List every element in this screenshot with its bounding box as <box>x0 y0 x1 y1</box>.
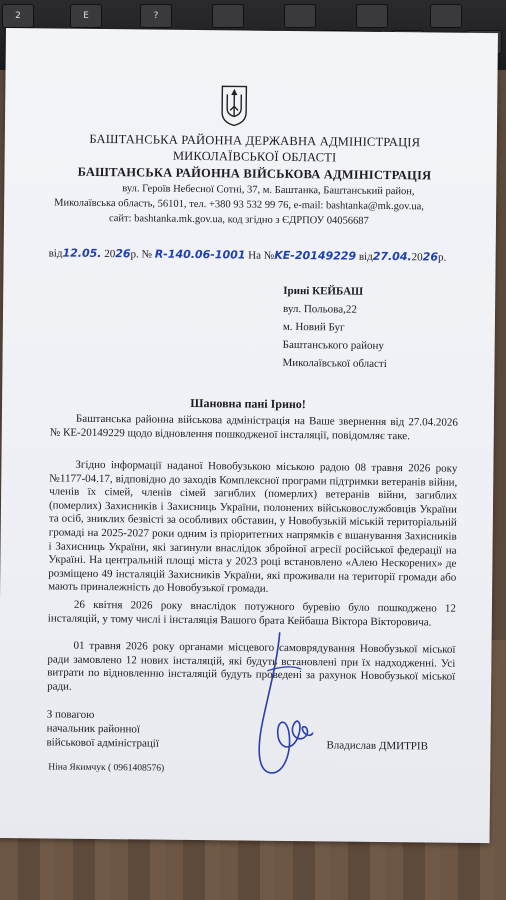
coat-of-arms-icon <box>220 82 248 126</box>
header-line-3: БАШТАНСЬКА РАЙОННА ВІЙСЬКОВА АДМІНІСТРАЦІЯ <box>77 164 432 183</box>
recipient-name: Ірині КЕЙБАШ <box>283 284 364 298</box>
outgoing-year-suffix: р. <box>130 248 139 261</box>
closing-position-1: начальник районної <box>46 722 141 736</box>
closing-regards: З повагою <box>46 708 95 721</box>
outgoing-date: 12.05. <box>62 246 102 261</box>
header-line-2: МИКОЛАЇВСЬКОЇ ОБЛАСТІ <box>172 148 337 165</box>
paragraph: Баштанська районна військова адміністрація на Ваше звернення від 27.04.2026 № КЕ-20149229 щодо відновлення пошкодженої інсталяції, повідомляє таке. <box>49 412 458 442</box>
paragraph: 01 травня 2026 року органами місцевого самоврядування Новобузької міської ради замовлено 12 нових інсталяцій, які будуть встановлені при їх надходженні. Усі витрати по відновленню інсталяцій будуть проведені за рахунок Новобузької міської ради. <box>47 639 456 693</box>
outgoing-number: R-140.06-1001 <box>154 247 246 262</box>
outgoing-number-label: № <box>141 248 153 261</box>
paragraph: Згідно інформації наданої Новобузькою міською радою 08 травня 2026 року №1177-04.17, відповідно до заходів Комплексної програми підтримки ветеранів війни, членів їх сімей, членів сімей загиблих (померлих) ветеранів війни, загиблих (померлих) Захисників і Захисниць України, полонених військовослужбовців України та осіб, зниклих безвісті за особливих обставин, у Новобузькій міській територіальній громаді на 2025-2027 роки одним із пріоритетних напрямків є вшанування Захисників і Захисниць України, які загинули внаслідок збройної агресії російської федерації на Україні. На центральній площі міста у 2023 році встановлено «Алею Нескорених» де розміщено 49 інсталяцій Захисників України, які проживали на території громади або мають приналежність до Новобузької громади. <box>48 458 458 596</box>
incoming-date: 27.04. <box>372 249 412 264</box>
incoming-year-suffix: р. <box>437 251 447 264</box>
header-address-3: сайт: bashtanka.mk.gov.ua, код згідно з ЄДРПОУ 04056687 <box>108 213 369 227</box>
signer-name: Владислав ДМИТРІВ <box>326 739 429 753</box>
reference-line <box>49 246 447 263</box>
incoming-label: На № <box>248 249 275 262</box>
handwritten-signature <box>248 631 320 782</box>
executor-contact: Ніна Якимчук ( 0961408576) <box>48 762 165 774</box>
paragraph: 26 квітня 2026 року внаслідок потужного буревію було пошкоджено 12 інсталяцій, у тому числі і інсталяція Вашого брата Кейбаша Віктора Вікторовича. <box>47 598 457 629</box>
keyboard-key: ? <box>140 4 172 28</box>
outgoing-from-label: від <box>48 247 63 260</box>
header-address-2: Миколаївська область, 56101, тел. +380 93 532 99 76, e-mail: bashtanka@mk.gov.ua, <box>54 197 424 213</box>
letter-page <box>0 28 498 843</box>
closing-position-2: військової адміністрації <box>46 736 159 750</box>
incoming-year: 26 <box>422 250 439 264</box>
recipient-city: м. Новий Буг <box>282 320 345 334</box>
outgoing-year-prefix: 20 <box>104 248 116 261</box>
incoming-from-label: від <box>358 250 373 263</box>
recipient-district: Баштанського району <box>282 338 384 352</box>
incoming-number: KE-20149229 <box>274 248 357 263</box>
header-line-1: БАШТАНСЬКА РАЙОННА ДЕРЖАВНА АДМІНІСТРАЦІЯ <box>89 131 421 150</box>
keyboard-key: 2 <box>2 4 34 28</box>
header-address-1: вул. Героїв Небесної Сотні, 37, м. Баштанка, Баштанський район, <box>122 183 415 198</box>
keyboard-key: E <box>70 4 102 28</box>
incoming-year-prefix: 20 <box>411 251 423 264</box>
outgoing-year: 26 <box>115 247 131 261</box>
greeting: Шановна пані Ірино! <box>190 395 306 412</box>
recipient-region: Миколаївської області <box>282 356 387 371</box>
recipient-street: вул. Польова,22 <box>283 302 357 316</box>
